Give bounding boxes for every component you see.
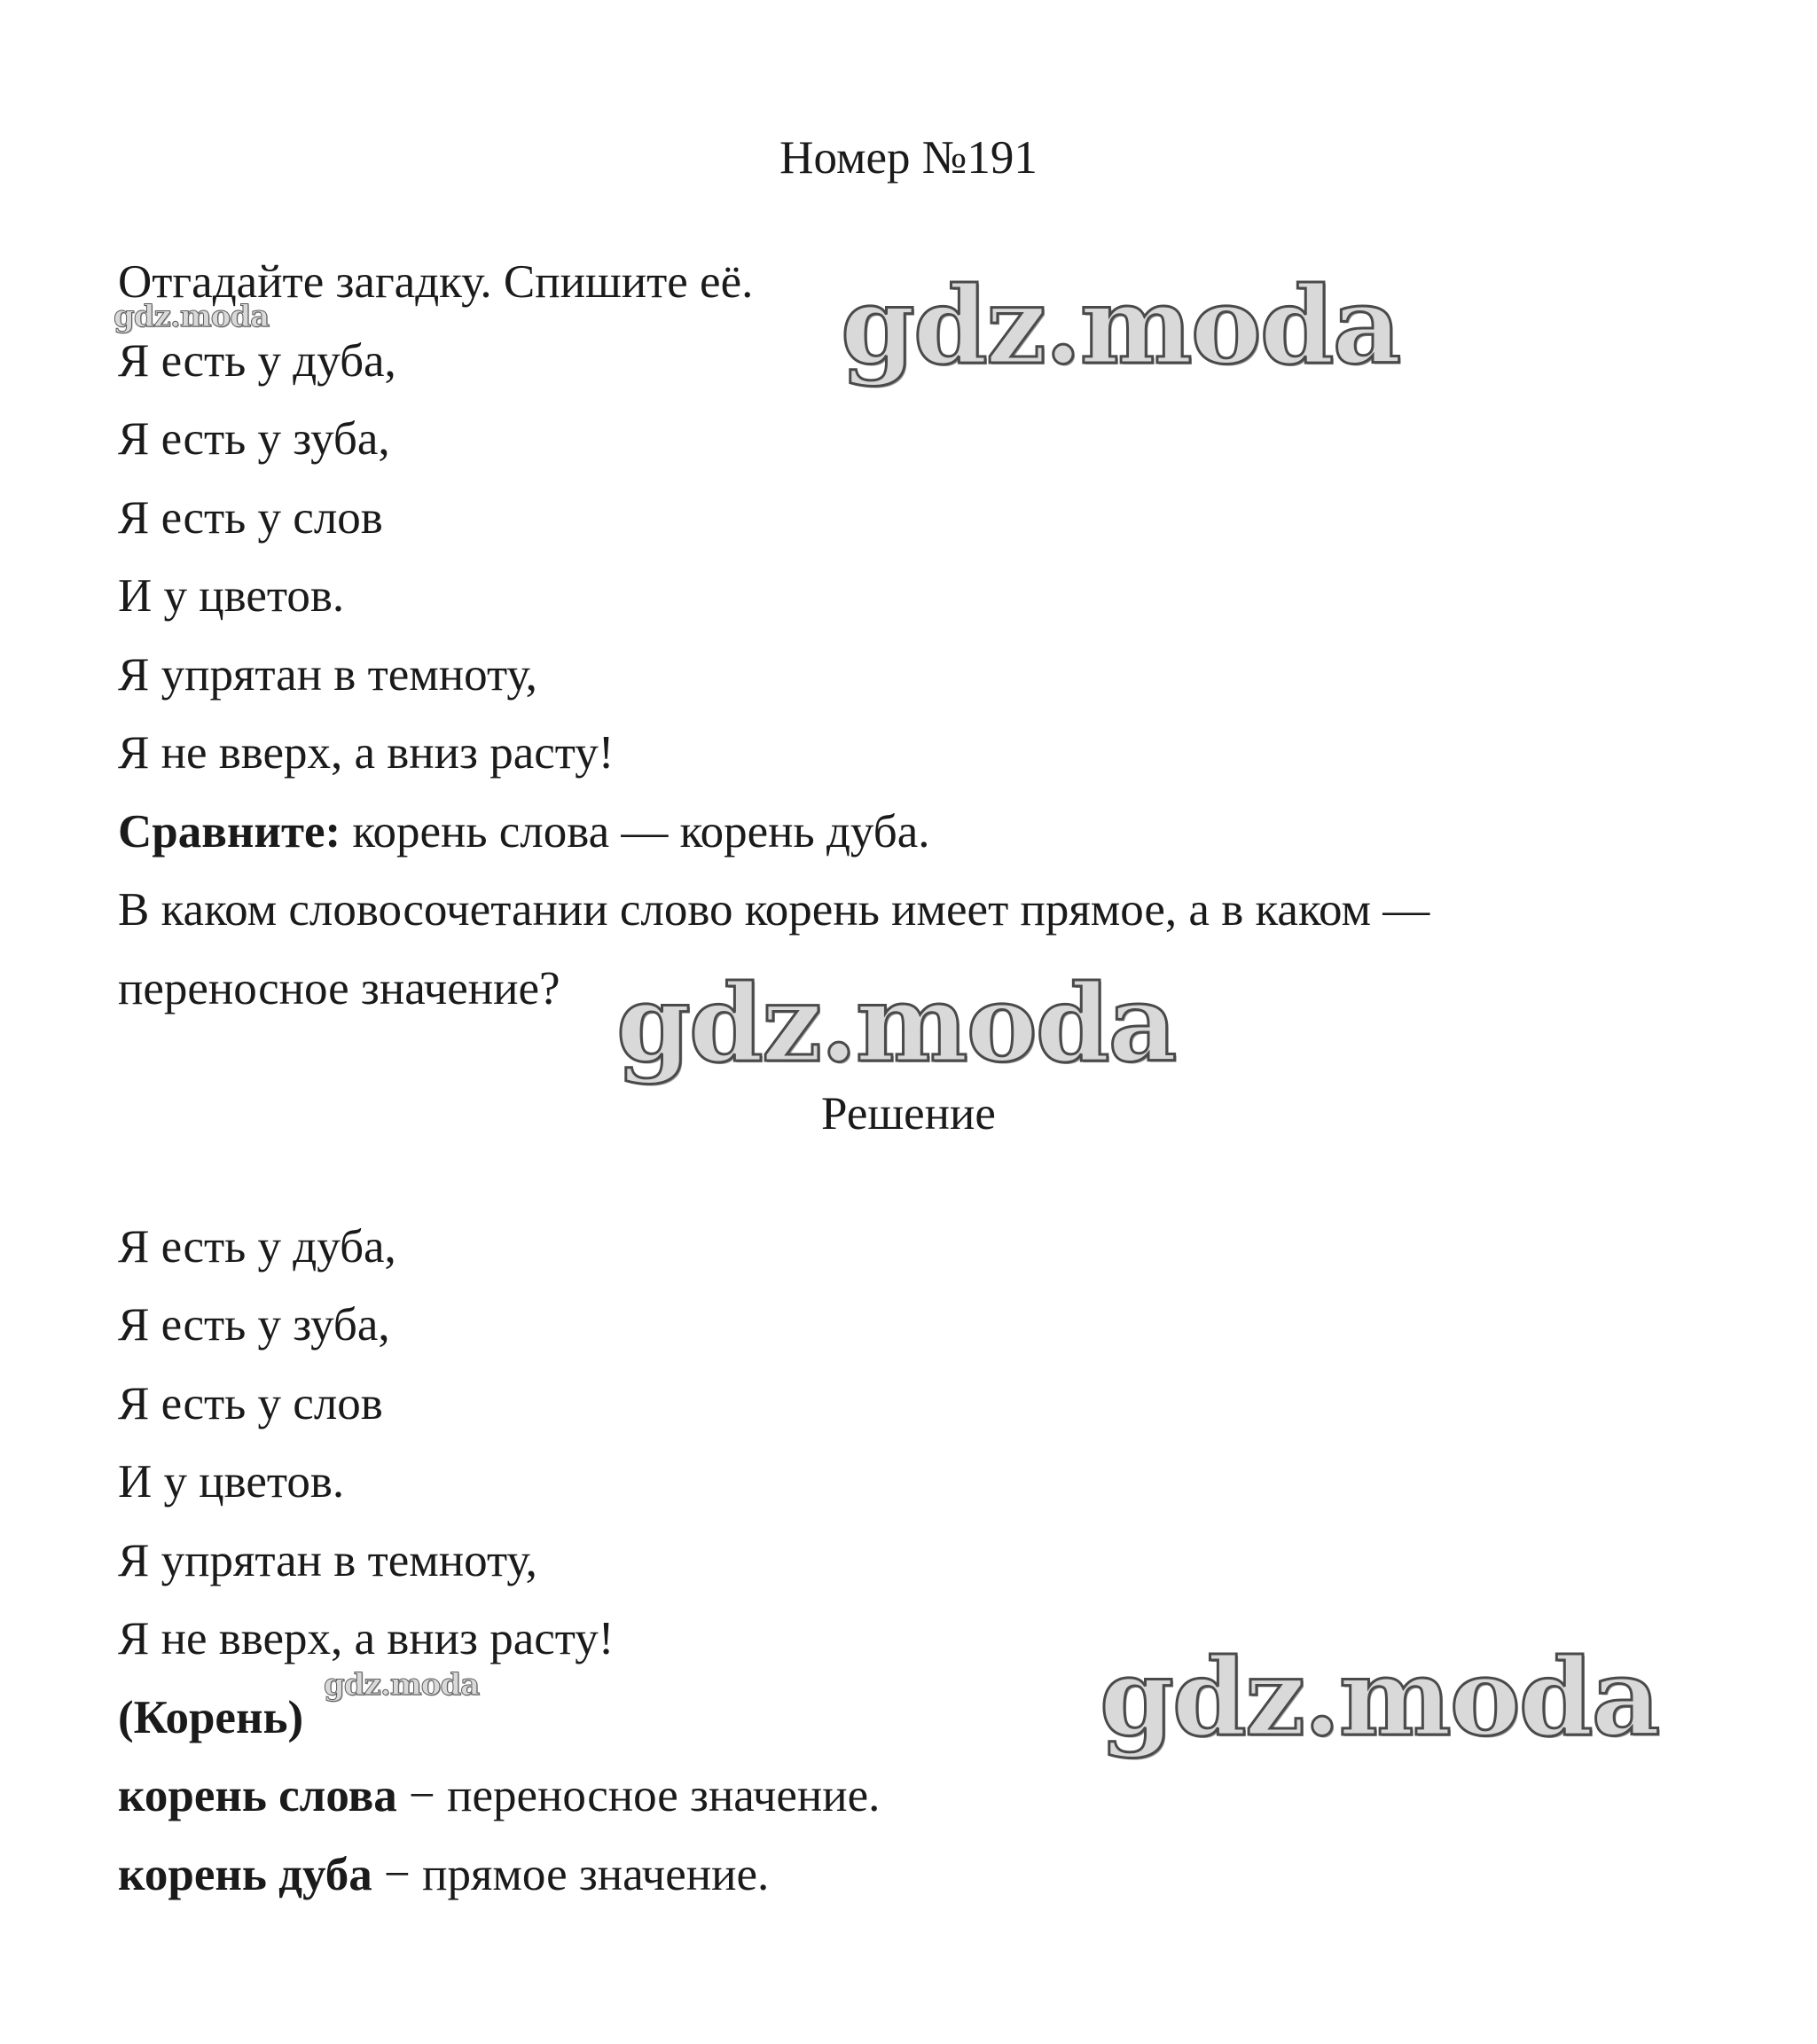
question-line: переносное значение? [118,963,560,1014]
riddle-line: И у цветов. [118,570,345,622]
compare-text: корень слова — корень дуба. [341,806,930,858]
compare-label: Сравните: [118,806,341,858]
riddle-line: Я есть у слов [118,492,383,544]
solution-riddle-line: Я есть у зуба, [118,1299,390,1351]
solution-riddle-line: Я упрятан в темноту, [118,1535,537,1586]
riddle-line: Я есть у зуба, [118,413,390,465]
solution-heading: Решение [821,1088,996,1139]
solution-riddle-line: Я не вверх, а вниз расту! [118,1613,615,1664]
meaning-item [118,1849,770,1900]
watermark-big: gdz.moda [616,961,1176,1086]
page-title: Номер №191 [779,132,1038,184]
solution-riddle-line: И у цветов. [118,1456,345,1508]
task-instruction: Отгадайте загадку. Спишите её. [118,256,754,308]
compare-line [118,806,930,858]
meaning-item [118,1770,881,1821]
riddle-line: Я есть у дуба, [118,335,396,387]
meaning-text: − прямое значение. [372,1849,770,1900]
watermark-big: gdz.moda [841,263,1400,388]
answer-text: (Корень) [118,1692,304,1743]
watermark-small: gdz.moda [324,1667,480,1703]
question-line: В каком словосочетании слово корень имеет прямое, а в каком — [118,884,1430,936]
riddle-line: Я не вверх, а вниз расту! [118,727,615,779]
meaning-term: корень слова [118,1770,397,1821]
meaning-text: − переносное значение. [396,1770,881,1821]
solution-riddle-line: Я есть у дуба, [118,1221,396,1273]
solution-riddle-line: Я есть у слов [118,1378,383,1429]
watermark-small: gdz.moda [114,299,270,334]
meaning-term: корень дуба [118,1849,372,1900]
riddle-line: Я упрятан в темноту, [118,649,537,701]
watermark-big: gdz.moda [1100,1635,1659,1760]
